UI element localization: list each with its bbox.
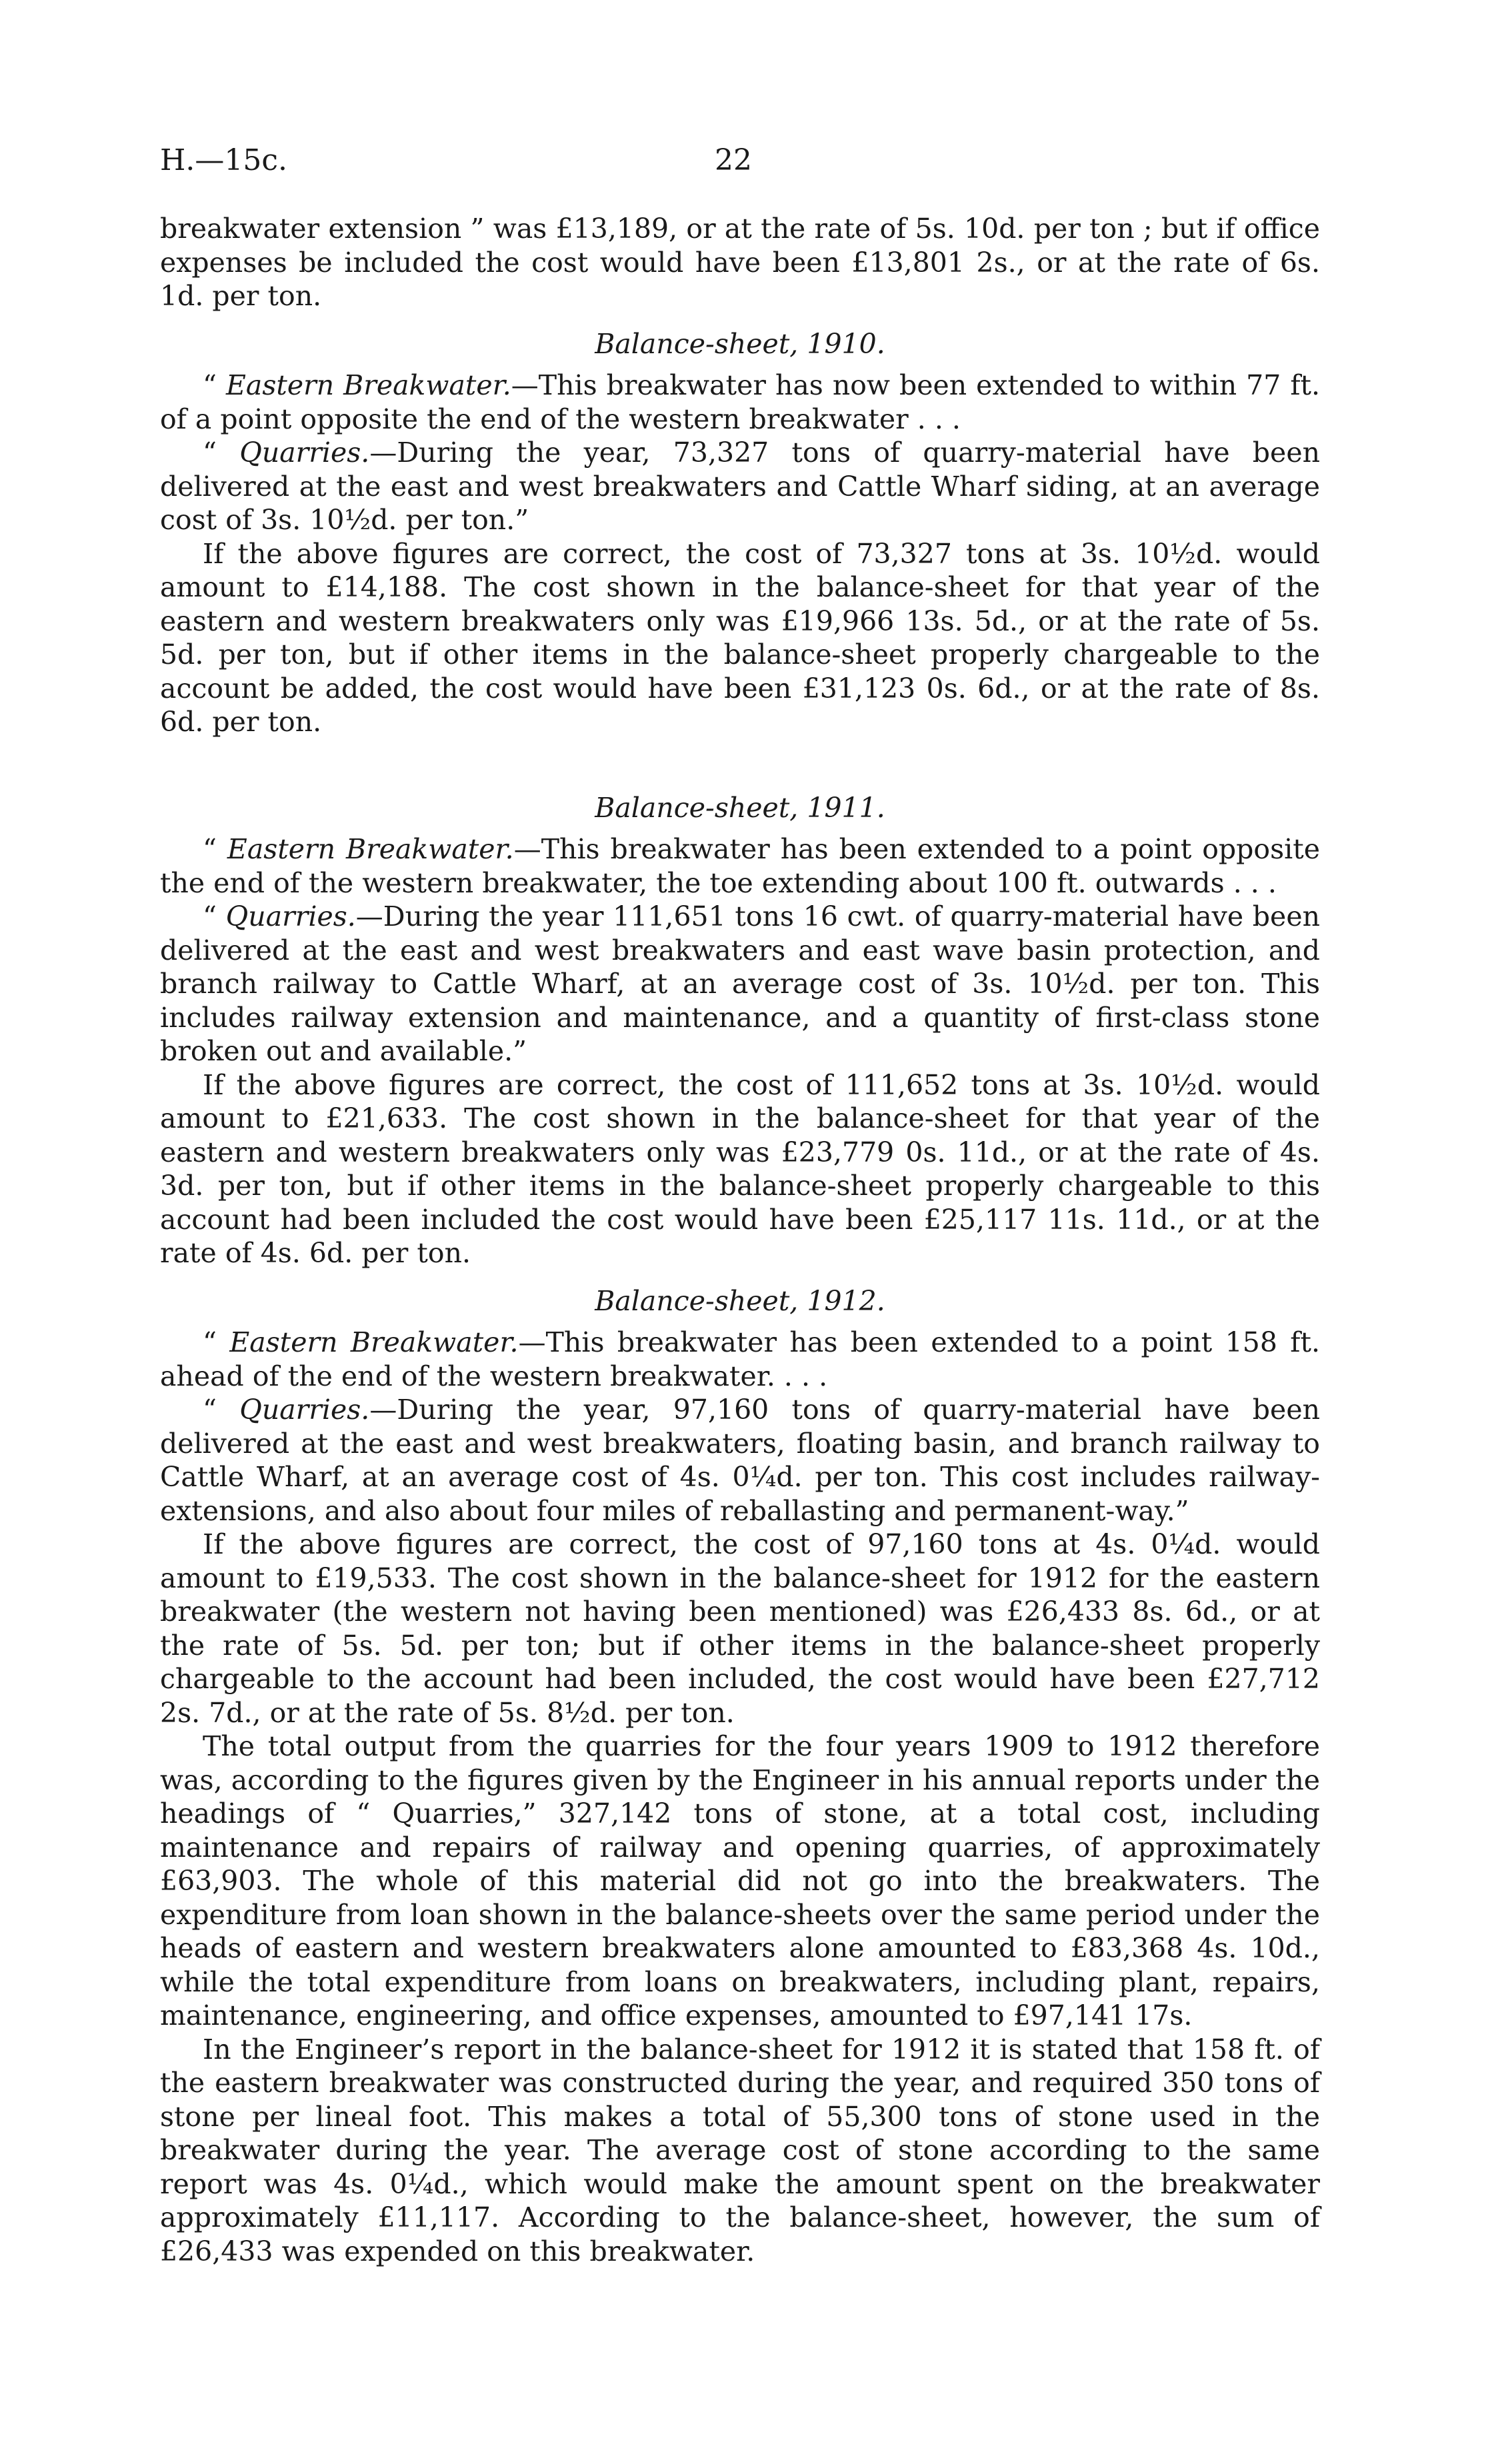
quote-label: Quarries. (239, 1394, 370, 1426)
quote-text: —During the year 111,651 tons 16 cwt. of quarry-material have been delivered at the east and west breakwaters and east wave basin protection, and branch railway to Cattle Wharf, at an average cost of 3s. 10½d. per ton. This includes railway extension and maintenance, and a quantity of first-class stone broken out and available.” (160, 900, 1320, 1067)
quote-eastern-breakwater-1910: “ Eastern Breakwater.—This breakwater has now been extended to within 77 ft. of a point opposite the end of the western breakwater . . . (160, 369, 1320, 435)
commentary-1910: If the above figures are correct, the cost of 73,327 tons at 3s. 10½d. would amount to £14,188. The cost shown in the balance-sheet for that year of the eastern and western breakwaters only was £19,966 13s. 5d., or at the rate of 5s. 5d. per ton, but if other items in the balance-sheet properly chargeable to the account be added, the cost would have been £31,123 0s. 6d., or at the rate of 8s. 6d. per ton. (160, 537, 1320, 738)
quote-text: —This breakwater has now been extended to within 77 ft. of a point opposite the end of the western breakwater . . . (160, 369, 1320, 435)
quote-quarries-1910: “ Quarries.—During the year, 73,327 tons of quarry-material have been delivered at the east and west breakwaters and Cattle Wharf siding, at an average cost of 3s. 10½d. per ton.” (160, 437, 1320, 536)
quote-label: Eastern Breakwater. (229, 1326, 519, 1358)
quote-label: Eastern Breakwater. (227, 833, 514, 865)
quote-quarries-1911: “ Quarries.—During the year 111,651 tons 16 cwt. of quarry-material have been delivered at the east and west breakwaters and east wave basin protection, and branch railway to Cattle Wharf, at an average cost of 3s. 10½d. per ton. This includes railway extension and maintenance, and a quantity of first-class stone broken out and available.” (160, 900, 1320, 1067)
paragraph-total-output: The total output from the quarries for the four years 1909 to 1912 therefore was, according to the figures given by the Engineer in his annual reports under the headings of “ Quarries,” 327,142 tons of stone, at a total cost, including maintenance and repairs of railway and opening quarries, of approximately £63,903. The whole of this material did not go into the breakwaters. The expenditure from loan shown in the balance-sheets over the same period under the heads of eastern and western breakwaters alone amounted to £83,368 4s. 10d., while the total expenditure from loans on breakwaters, including plant, repairs, maintenance, engineering, and office expenses, amounted to £97,141 17s. (160, 1730, 1320, 2031)
commentary-1911: If the above figures are correct, the cost of 111,652 tons at 3s. 10½d. would amount to £21,633. The cost shown in the balance-sheet for that year of the eastern and western breakwaters only was £23,779 0s. 11d., or at the rate of 4s. 3d. per ton, but if other items in the balance-sheet properly chargeable to this account had been included the cost would have been £25,117 11s. 11d., or at the rate of 4s. 6d. per ton. (160, 1068, 1320, 1269)
quote-text: —During the year, 97,160 tons of quarry-material have been delivered at the east and west breakwaters, floating basin, and branch railway to Cattle Wharf, at an average cost of 4s. 0¼d. per ton. This cost includes railway-extensions, and also about four miles of reballasting and permanent-way.” (160, 1394, 1320, 1527)
quote-quarries-1912: “ Quarries.—During the year, 97,160 tons of quarry-material have been delivered at the east and west breakwaters, floating basin, and branch railway to Cattle Wharf, at an average cost of 4s. 0¼d. per ton. This cost includes railway-extensions, and also about four miles of reballasting and permanent-way.” (160, 1394, 1320, 1527)
document-reference: H.—15c. (160, 143, 287, 177)
section-heading-1912: Balance-sheet, 1912. (595, 1284, 885, 1317)
section-heading-1910: Balance-sheet, 1910. (595, 327, 885, 360)
paragraph-continuation: breakwater extension ” was £13,189, or at the rate of 5s. 10d. per ton ; but if office expenses be included the cost would have been £13,801 2s., or at the rate of 6s. 1d. per ton. (160, 213, 1320, 312)
quote-text: —This breakwater has been extended to a point 158 ft. ahead of the end of the western breakwater. . . . (160, 1326, 1320, 1392)
quote-eastern-breakwater-1912: “ Eastern Breakwater.—This breakwater has been extended to a point 158 ft. ahead of the end of the western breakwater. . . . (160, 1326, 1320, 1392)
quote-label: Quarries. (225, 900, 356, 932)
commentary-1912: If the above figures are correct, the cost of 97,160 tons at 4s. 0¼d. would amount to £19,533. The cost shown in the balance-sheet for 1912 for the eastern breakwater (the western not having been mentioned) was £26,433 8s. 6d., or at the rate of 5s. 5d. per ton; but if other items in the balance-sheet properly chargeable to the account had been included, the cost would have been £27,712 2s. 7d., or at the rate of 5s. 8½d. per ton. (160, 1528, 1320, 1729)
paragraph-engineer-report: In the Engineer’s report in the balance-sheet for 1912 it is stated that 158 ft. of the eastern breakwater was constructed during the year, and required 350 tons of stone per lineal foot. This makes a total of 55,300 tons of stone used in the breakwater during the year. The average cost of stone according to the same report was 4s. 0¼d., which would make the amount spent on the breakwater approximately £11,117. According to the balance-sheet, however, the sum of £26,433 was expended on this breakwater. (160, 2033, 1320, 2267)
page-header (160, 143, 1320, 181)
quote-text: —This breakwater has been extended to a point opposite the end of the western breakwater, the toe extending about 100 ft. outwards . . . (160, 833, 1320, 899)
quote-label: Quarries. (239, 437, 370, 469)
section-heading-1911: Balance-sheet, 1911. (595, 791, 885, 824)
quote-text: —During the year, 73,327 tons of quarry-material have been delivered at the east and west breakwaters and Cattle Wharf siding, at an average cost of 3s. 10½d. per ton.” (160, 437, 1320, 536)
quote-eastern-breakwater-1911: “ Eastern Breakwater.—This breakwater has been extended to a point opposite the end of the western breakwater, the toe extending about 100 ft. outwards . . . (160, 833, 1320, 899)
page-body (160, 212, 1320, 2268)
quote-label: Eastern Breakwater. (225, 369, 511, 401)
page-number: 22 (715, 143, 752, 177)
